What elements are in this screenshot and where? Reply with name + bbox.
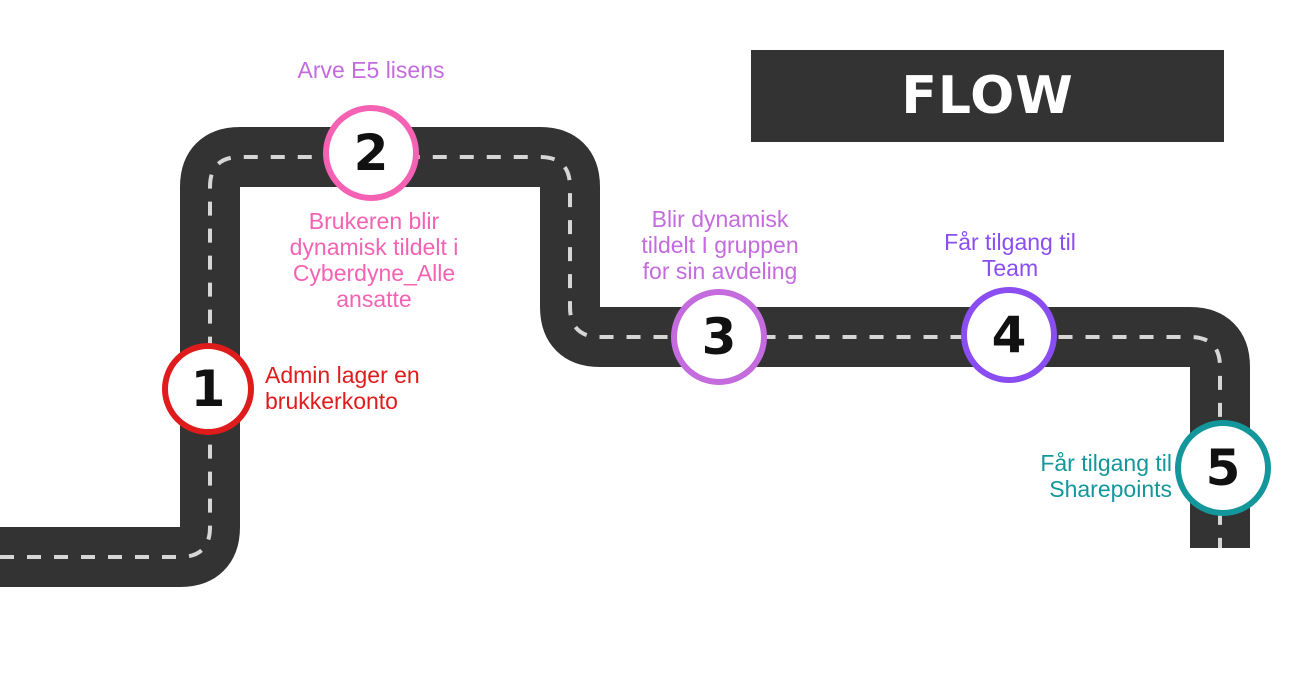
title-box: [751, 50, 1224, 142]
step-3-number: 3: [701, 308, 737, 366]
step-1-label: [265, 362, 420, 414]
step-2-label-line: Cyberdyne_Alle: [292, 260, 456, 286]
step-2-label-line: dynamisk tildelt i: [289, 234, 459, 260]
step-3-label-line: Blir dynamisk: [651, 206, 789, 232]
step-3-label-line: tildelt I gruppen: [641, 232, 799, 258]
step-5-label-line: Sharepoints: [1049, 476, 1172, 502]
step-4-label: [900, 229, 1120, 281]
step-1-label-line: brukkerkonto: [265, 388, 398, 414]
step-2-label: [241, 208, 507, 312]
step-4-number: 4: [991, 306, 1027, 364]
step-1-number: 1: [190, 360, 226, 418]
step-3-label: [600, 206, 840, 284]
step-4-label-line: Team: [981, 255, 1039, 281]
step-2-top-label: Arve E5 lisens: [297, 57, 445, 83]
step-2-label-line: Brukeren blir: [308, 208, 440, 234]
step-2-number: 2: [353, 124, 389, 182]
step-3-label-line: for sin avdeling: [642, 258, 798, 284]
step-5-label-line: Får tilgang til: [1040, 450, 1172, 476]
step-2-label-line: ansatte: [336, 286, 412, 312]
step-4-label-line: Får tilgang til: [944, 229, 1076, 255]
step-5-label: [950, 450, 1172, 502]
step-1-label-line: Admin lager en: [265, 362, 420, 388]
title-text: FLOW: [901, 66, 1074, 126]
step-5-number: 5: [1205, 439, 1241, 497]
